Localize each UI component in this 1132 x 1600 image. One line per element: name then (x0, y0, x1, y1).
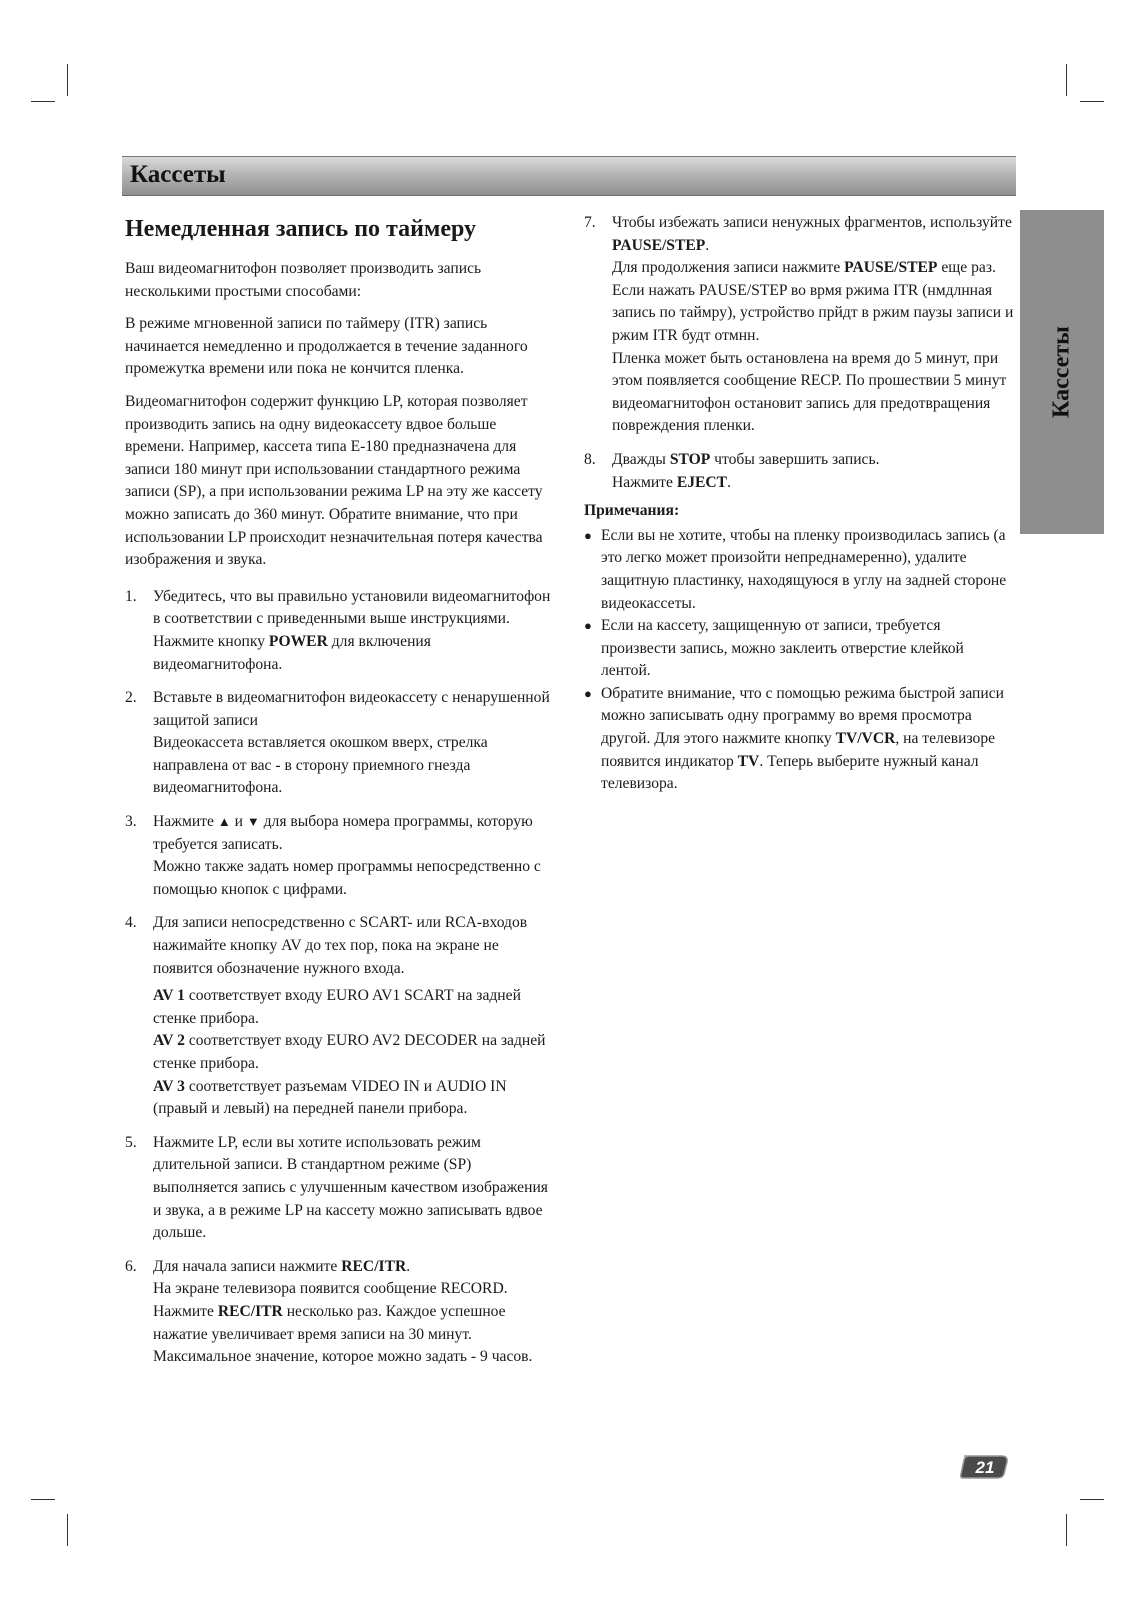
step-subtext: еще раз. Если нажать PAUSE/STEP во врмя ржима ITR (нмдлнная запись по таймру), устройство прйдт в ржим паузы записи и ржим ITR будт отмнн. (612, 259, 1014, 344)
key-name: REC/ITR (217, 1302, 283, 1320)
crop-mark (31, 1499, 55, 1500)
note-text: Обратите внимание, что с помощью режима быстрой записи можно записывать одну программу во время просмотра другой. Для этого нажмите кнопку (601, 684, 1005, 748)
key-name: TV (737, 752, 760, 770)
step-subtext: . (727, 473, 731, 491)
step-subtext: Пленка может быть остановлена на время до 5 минут, при этом появляется сообщение RECP. По прошествии 5 минут видеомагнитофон остановит запись для предотвращения повреждения пленки. (612, 349, 1007, 435)
step-number: 1. (125, 587, 137, 605)
step-text: Вставьте в видеомагнитофон видеокассету с ненарушенной защитой записи (153, 689, 550, 729)
key-name: EJECT (676, 473, 728, 491)
step-4 (125, 912, 557, 1120)
step-7 (584, 212, 1016, 438)
chapter-title: Кассеты (130, 161, 226, 188)
crop-mark (67, 64, 68, 96)
step-number: 2. (125, 689, 137, 707)
crop-mark (67, 1514, 68, 1546)
key-name: REC/ITR (341, 1257, 407, 1275)
step-subtext: На экране телевизора появится сообщение RECORD. (153, 1280, 508, 1298)
steps-list-continued (584, 212, 1016, 494)
note-text: , на телевизоре появится индикатор (601, 730, 996, 770)
step-text: для включения видеомагнитофона. (153, 632, 431, 673)
step-subtext: соответствует входу EURO AV2 DECODER на задней стенке прибора. (153, 1032, 546, 1072)
crop-mark (31, 101, 55, 102)
note-item (584, 615, 1016, 683)
notes-list (584, 525, 1016, 796)
right-column (584, 212, 1016, 796)
key-name: AV 2 (153, 1032, 185, 1050)
down-arrow-icon: ▼ (246, 814, 260, 830)
note-text: Если вы не хотите, чтобы на пленку производилась запись (а это легко может произойти непреднамеренно), удалите защитную пластинку, находящуюся в углу на задней стороне видеокассеты. (601, 526, 1007, 612)
key-name: TV/VCR (835, 730, 896, 748)
step-subtext: соответствует входу EURO AV1 SCART на задней стенке прибора. (153, 987, 521, 1027)
bullet-icon: ● (584, 527, 592, 543)
step-3 (125, 811, 557, 901)
note-item (584, 683, 1016, 796)
page-number-badge (960, 1454, 1010, 1480)
step-number: 5. (125, 1133, 137, 1151)
step-number: 8. (584, 450, 596, 468)
step-text: . (705, 236, 710, 254)
av2-line (153, 1030, 557, 1075)
step-text: Для начала записи нажмите (153, 1257, 342, 1275)
step-number: 3. (125, 813, 137, 831)
step-2 (125, 687, 557, 800)
key-name: PAUSE/STEP (612, 236, 706, 254)
step-subtext: несколько раз. Каждое успешное нажатие увеличивает время записи на 30 минут. Максимальное значение, которое можно задать - 9 часов. (153, 1302, 533, 1366)
intro-paragraph: В режиме мгновенной записи по таймеру (ITR) запись начинается немедленно и продолжается в течение заданного промежутка времени или пока не кончится пленка. (125, 315, 528, 378)
key-name: POWER (268, 632, 328, 650)
intro-paragraph: Видеомагнитофон содержит функцию LP, которая позволяет производить запись на одну видеокассету вдвое больше времени. Например, кассета типа E-180 предназначена для записи 180 минут при использовании стандартного режима записи (SP), а при использовании режима LP на эту же кассету можно записать до 360 минут. Обратите внимание, что при использовании LP происходит незначительная потеря качества изображения и звука. (125, 392, 543, 569)
side-tab-label: Кассеты (1048, 326, 1075, 418)
crop-mark (1066, 64, 1067, 96)
step-text: Чтобы избежать записи ненужных фрагментов, используйте (612, 214, 1012, 231)
step-subtext: Можно также задать номер программы непосредственно с помощью кнопок с цифрами. (153, 858, 541, 898)
av1-line (153, 985, 557, 1030)
step-number: 7. (584, 214, 596, 231)
chapter-header-bar (122, 156, 1016, 196)
key-name: AV 1 (153, 987, 185, 1005)
step-5 (125, 1132, 557, 1245)
intro-paragraph: Ваш видеомагнитофон позволяет производить запись несколькими простыми способами: (125, 260, 482, 300)
step-text: Дважды (612, 450, 670, 468)
bullet-icon: ● (584, 618, 592, 634)
step-number: 6. (125, 1257, 137, 1275)
step-text: чтобы завершить запись. (710, 450, 880, 468)
key-name: STOP (669, 450, 711, 468)
step-text: . (406, 1257, 411, 1275)
crop-mark (1080, 1499, 1104, 1500)
step-subtext: Для продолжения записи нажмите (612, 259, 845, 277)
steps-list (125, 586, 557, 1369)
crop-mark (1080, 101, 1104, 102)
note-text: . Теперь выберите нужный канал телевизора. (601, 752, 979, 793)
step-subtext: Нажмите (153, 1302, 218, 1320)
av3-line (153, 1076, 557, 1121)
step-text: Убедитесь, что вы правильно установили видеомагнитофон в соответствии с приведенными выше инструкциями. Нажмите кнопку (153, 587, 551, 650)
chapter-side-tab (1020, 210, 1104, 534)
key-name: AV 3 (153, 1077, 185, 1095)
step-subtext: Видеокассета вставляется окошком вверх, стрелка направлена от вас - в сторону приемного гнезда видеомагнитофона. (153, 734, 488, 797)
step-text: Нажмите LP, если вы хотите использовать режим длительной записи. В стандартном режиме (SP) выполняется запись с улучшенным качеством изображения и звука, а в режиме LP на кассету можно записывать вдвое дольше. (153, 1133, 548, 1242)
note-text: Если на кассету, защищенную от записи, требуется произвести запись, можно заклеить отверстие клейкой лентой. (601, 617, 964, 680)
step-subtext: Нажмите (612, 473, 677, 491)
step-subtext: соответствует разъемам VIDEO IN и AUDIO IN (правый и левый) на передней панели прибора. (153, 1077, 507, 1118)
notes-title: Примечания: (584, 502, 680, 520)
up-arrow-icon: ▲ (217, 814, 231, 830)
step-text: для выбора номера программы, которую требуется записать. (153, 813, 533, 853)
crop-mark (1066, 1514, 1067, 1546)
step-number: 4. (125, 914, 137, 932)
step-8 (584, 449, 1016, 494)
step-text: Нажмите (153, 813, 218, 831)
step-1 (125, 586, 557, 676)
left-column (125, 214, 557, 1380)
step-text: Для записи непосредственно с SCART- или RCA-входов нажимайте кнопку AV до тех пор, пока на экране не появится обозначение нужного входа. (153, 914, 528, 977)
note-item (584, 525, 1016, 615)
step-text: и (230, 813, 247, 831)
page-number: 21 (975, 1458, 995, 1477)
key-name: PAUSE/STEP (844, 259, 938, 277)
step-6 (125, 1256, 557, 1369)
bullet-icon: ● (584, 685, 592, 701)
section-title: Немедленная запись по таймеру (125, 216, 476, 242)
